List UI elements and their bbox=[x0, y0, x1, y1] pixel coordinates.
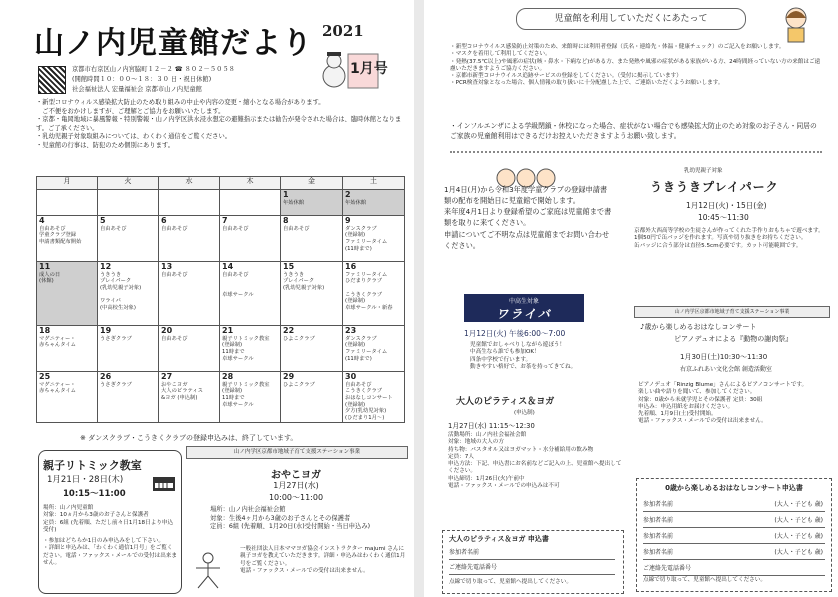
calendar-day bbox=[159, 372, 220, 423]
calendar-day bbox=[281, 372, 343, 423]
concert-line: ピアノデュオ「Rinzig Blume」さんによるピアノコンサートです。 bbox=[638, 382, 808, 388]
rhythmic-title: 親子リトミック教室 bbox=[43, 459, 142, 472]
calendar-header: 木 bbox=[220, 177, 281, 190]
pilates-form-name-row[interactable] bbox=[449, 547, 615, 560]
notice-item: ご不便をおかけしますが、ご理解とご協力をお願いいたします。 bbox=[36, 107, 225, 115]
calendar-day bbox=[98, 326, 159, 372]
pilates-form-row-label: 参加者名前 bbox=[449, 549, 480, 556]
day-number: 9 bbox=[345, 216, 351, 225]
day-events: 自由あそび bbox=[222, 225, 249, 232]
pilates-line: 対象：地域の大人の方 bbox=[448, 439, 504, 446]
rhythmic-line: ・参加はどちらか1日のみ申込みをして下さい。 bbox=[43, 538, 165, 545]
day-events: うきうき プレイパーク (乳幼児親子対象) ワライバ (中高校生対象) bbox=[100, 271, 142, 311]
pilates-title: 大人のピラティス＆ヨガ bbox=[456, 397, 555, 407]
pilates-form-phone-row[interactable] bbox=[449, 562, 615, 575]
day-number: 8 bbox=[283, 216, 289, 225]
day-number: 26 bbox=[100, 372, 112, 381]
notice-item: ・乳幼児親子対象取組みについては、わくわく通信をご覧ください。 bbox=[36, 133, 232, 140]
hours-line: (開館時間１０：００～１８：３０ 日・祝日休館) bbox=[72, 76, 212, 83]
calendar-day bbox=[98, 372, 159, 423]
rule-item: ・新型コロナウイルス感染防止対策のため、来館時には利用者登録（氏名・連絡先・体温・健康チェック）のご記入をお願いします。 bbox=[450, 44, 785, 50]
ukiuki-line: 缶バッジに合う部分は直径5.5cm必要です。カット可能範囲です。 bbox=[634, 242, 802, 249]
day-number: 16 bbox=[345, 262, 357, 271]
notice-item: ・新型コロナウィルス感染拡大防止のため取り組みの中止や内容の変更・縮小となる場合があります。 bbox=[36, 99, 325, 106]
concert-form-row-suffix: (大人・子ども 歳) bbox=[774, 549, 823, 556]
calendar-day bbox=[220, 372, 281, 423]
pilates-line: 申込方法：下記、申込書にお名前などご記入の上、児童館へ提出してください。 bbox=[448, 461, 622, 475]
pilates-form-footer: 点線で切り取って、児童館へ提出してください。 bbox=[449, 579, 572, 585]
notice-item: ・京都・亀岡地域に暴風警報・特別警報・山ノ内学区洪水浸水想定の避難指示または勧告が発令された場合は、臨時休館となります。ご了承ください。 bbox=[36, 116, 402, 132]
year-label: 2021 bbox=[322, 22, 364, 40]
concert-form-row-label: ご連絡先電話番号 bbox=[643, 565, 692, 572]
calendar-day bbox=[343, 372, 405, 423]
right-page bbox=[424, 0, 838, 597]
concert-line: 申込み：申込用紙をお届けください。 bbox=[638, 403, 734, 410]
concert-form-row-label: 参加者名前 bbox=[643, 501, 674, 508]
ukiuki-tag: 乳幼児親子対象 bbox=[684, 168, 723, 174]
yoga-date: 1月27日(水) bbox=[273, 481, 319, 490]
usage-heading: 児童館を利用していただくにあたって bbox=[516, 8, 746, 30]
pilates-line: 活動場所：山ノ内社会福祉会館 bbox=[448, 432, 527, 438]
day-number: 23 bbox=[345, 326, 357, 335]
calendar-day bbox=[343, 216, 405, 262]
day-number: 28 bbox=[222, 372, 234, 381]
yoga-line: 対象：生後4ヶ月から3歳のお子さんとその保護者 bbox=[210, 514, 351, 522]
ukiuki-line: 1個50円で缶バッジを作れます。写真や切り抜きをお持ちください。 bbox=[634, 235, 807, 242]
waraiba-line: 動きやすい格好で、お茶を持ってきてね。 bbox=[470, 363, 577, 370]
waraiba-line: 中高生なら誰でも参加OK！ bbox=[470, 349, 540, 356]
day-events: 自由あそび 卓球サークル bbox=[222, 271, 254, 298]
pilates-line: 申込締切：1月26日(火)午前中 bbox=[448, 475, 525, 482]
flu-notice: ・インフルエンザによる学級閉鎖・休校になった場合、症状がない場合でも感染拡大防止のため対象のお子さん・同居のご家族の児童館利用はできるだけお控えいただきますようお願い致します。 bbox=[450, 122, 817, 140]
waraiba-date: 1月12日(火) 午後6:00～7:00 bbox=[464, 329, 566, 338]
day-number: 12 bbox=[100, 262, 112, 271]
day-events: 自由あそび bbox=[100, 225, 127, 232]
day-number: 18 bbox=[39, 326, 51, 335]
yoga-title: おやこヨガ bbox=[271, 470, 321, 481]
concert-line: 電話・ファックス・メールでの受付は出来ません。 bbox=[638, 418, 767, 425]
calendar-day bbox=[159, 262, 220, 326]
concert-form-row[interactable] bbox=[643, 499, 825, 512]
day-number: 22 bbox=[283, 326, 295, 335]
day-events: 自由あそび bbox=[161, 271, 188, 278]
concert-form-row-label: 参加者名前 bbox=[643, 533, 674, 540]
ukiuki-date: 1月12日(火)・15日(金) bbox=[686, 201, 767, 210]
day-events: うきうき プレイパーク (乳幼児親子対象) bbox=[283, 271, 325, 292]
concert-form-row[interactable] bbox=[643, 563, 825, 576]
calendar-week bbox=[37, 216, 405, 262]
calendar-header: 月 bbox=[37, 177, 98, 190]
calendar-day bbox=[220, 190, 281, 216]
day-events: 親子リトミック教室 (登録制) 11時まで 卓球サークル bbox=[222, 381, 270, 408]
concert-form-footer: 点線で切り取って、児童館へ提出してください。 bbox=[643, 577, 766, 583]
concert-form-title: 0歳から楽しめるおはなしコンサート申込書 bbox=[665, 484, 803, 492]
concert-place: 右京ふれあい文化会館 創造活動室 bbox=[680, 366, 772, 373]
day-events: 自由あそび bbox=[161, 225, 188, 232]
day-events: ファミリータイム ひだまりクラブ こうきくクラブ (登録制) 卓球サークル・新春 bbox=[345, 271, 393, 311]
pilates-line: 持ち物：バスタオル又はヨガマット・水分補給用の飲み物 bbox=[448, 446, 594, 453]
pilates-form-title: 大人のピラティス＆ヨガ 申込書 bbox=[449, 535, 549, 543]
concert-form-rows bbox=[643, 499, 825, 579]
calendar-week bbox=[37, 190, 405, 216]
day-events: うさぎクラブ bbox=[100, 335, 132, 342]
calendar-day bbox=[281, 216, 343, 262]
calendar-header: 金 bbox=[281, 177, 343, 190]
event-calendar bbox=[36, 176, 405, 423]
newsletter-title: 山ノ内児童館だより bbox=[34, 26, 313, 61]
concert-form-row[interactable] bbox=[643, 515, 825, 528]
calendar-day bbox=[98, 190, 159, 216]
calendar-header: 水 bbox=[159, 177, 220, 190]
yoga-line: 電話・ファックス・メールでの受付は出来ません。 bbox=[240, 567, 369, 574]
day-events: 自由あそび bbox=[283, 225, 310, 232]
yoga-line: 一般社団法人日本ママヨガ協会インストラクター majumi さんに親子ヨガを教えていただきます。詳細・申込みはわくわく通信1月号をご覧ください。 bbox=[240, 546, 406, 567]
rule-item: ・PCR検査対象となった場合、個人情報の取り扱いに十分配慮した上で、ご連絡いただくようお願いします。 bbox=[450, 80, 724, 87]
day-number: 25 bbox=[39, 372, 51, 381]
club-intro-line: 申請についてご不明な点は児童館までお問い合わせください。 bbox=[444, 229, 610, 250]
rhythmic-line: 定員：6組 (先着順、ただし前々日1月18日より申込受付) bbox=[43, 519, 174, 533]
day-number: 14 bbox=[222, 262, 234, 271]
waraiba-line: 四条中学校で行います。 bbox=[470, 356, 532, 363]
pilates-date: 1月27日(水) 11:15～12:30 bbox=[448, 422, 535, 430]
concert-date: 1月30日(土)10:30～11:30 bbox=[680, 353, 768, 361]
calendar-day bbox=[220, 216, 281, 262]
day-events: 親子リトミック教室 (登録制) 11時まで 卓球サークル bbox=[222, 335, 270, 362]
calendar-day bbox=[37, 190, 98, 216]
rule-item: ・マスクを着用して利用してください。 bbox=[450, 51, 551, 58]
club-intro bbox=[444, 184, 614, 251]
ukiuki-line: 京都外大西高等学校の生徒さんが作ってくれた手作りおもちゃで遊べます。 bbox=[634, 228, 824, 234]
concert-line: 先着順、1月9日(土)受付開始。 bbox=[638, 411, 717, 418]
waraiba-title: ワライバ bbox=[496, 307, 552, 321]
calendar-day bbox=[281, 262, 343, 326]
rhythmic-line: 場所：山ノ内児童館 bbox=[43, 505, 94, 511]
calendar-day bbox=[343, 262, 405, 326]
concert-title-2: ピアノデュオによる『動物の謝肉祭』 bbox=[674, 335, 793, 343]
rhythmic-line: 対象：10ヵ月から3歳のお子さんと保護者 bbox=[43, 512, 149, 519]
day-events: 年始休館 bbox=[283, 199, 305, 206]
pilates-form-row-label: ご連絡先電話番号 bbox=[449, 564, 498, 571]
rhythmic-line: ・詳細と申込みは、「わくわく通信1月号」をご覧ください。電話・ファックス・メールでの受付は出来ません。 bbox=[43, 545, 177, 566]
day-number: 4 bbox=[39, 216, 45, 225]
day-number: 1 bbox=[283, 190, 289, 199]
calendar-header: 土 bbox=[343, 177, 405, 190]
pilates-sub: (申込制) bbox=[514, 410, 535, 416]
concert-form-row[interactable] bbox=[643, 531, 825, 544]
day-events: 自由あそび こうきくクラブ おはなしコンサート (登録制) 夕方(乳幼児対象) (ひだまり1月～) bbox=[345, 381, 393, 421]
day-number: 30 bbox=[345, 372, 357, 381]
concert-form-row-suffix: (大人・子ども 歳) bbox=[774, 517, 823, 524]
yoga-banner: 山ノ内学区京都市地域子育て支援ステーション事業 bbox=[186, 446, 408, 459]
pilates-line: 電話・ファックス・メールでの申込みは不可 bbox=[448, 482, 560, 489]
notice-item: ・児童館の行事は、防犯のため個別にあります。 bbox=[36, 141, 175, 149]
piano-icon bbox=[151, 469, 177, 495]
day-events: 自由あそび bbox=[161, 335, 188, 342]
yoga-time: 10:00～11:00 bbox=[268, 493, 324, 502]
rule-item: ・京都市新型コロナウイルス追跡サービスの登録をしてください。（受付に掲示しています） bbox=[450, 73, 682, 80]
qr-code bbox=[38, 66, 66, 94]
calendar-day bbox=[343, 190, 405, 216]
calendar-day bbox=[159, 326, 220, 372]
ukiuki-playpark-box bbox=[624, 166, 830, 302]
concert-line: 対象：0歳から未就学児とその保護者 定員：30組 bbox=[638, 396, 763, 403]
ukiuki-title: うきうきプレイパーク bbox=[650, 180, 779, 194]
yoga-line: 定員：6組 (先着順、1月20日(水)受付開始・当日申込み) bbox=[210, 523, 371, 530]
day-events: マグニティー・ 赤ちゃんタイム bbox=[39, 381, 76, 395]
pilates-box bbox=[444, 394, 624, 528]
waraiba-box bbox=[444, 294, 620, 396]
girl-icon bbox=[774, 4, 818, 44]
day-events: ひよこクラブ bbox=[283, 335, 315, 342]
parent-yoga-box bbox=[186, 446, 408, 594]
concert-line: 楽しい曲や語りを聞いて、参加してください。 bbox=[638, 389, 756, 396]
calendar-day bbox=[220, 326, 281, 372]
concert-banner: 山ノ内学区京都市地域子育て支援ステーション事業 bbox=[634, 306, 830, 318]
calendar-week bbox=[37, 372, 405, 423]
calendar-day bbox=[37, 326, 98, 372]
day-events: ダンスクラブ (登録制) ファミリータイム (11時まで) bbox=[345, 335, 388, 362]
concert-form-row-suffix: (大人・子ども 歳) bbox=[774, 501, 823, 508]
concert-application-form bbox=[636, 478, 832, 592]
day-events: 成人の日 (休館) bbox=[39, 271, 61, 285]
concert-form-row-label: 参加者名前 bbox=[643, 549, 674, 556]
pilates-application-form bbox=[442, 530, 624, 594]
day-events: おやこヨガ 大人のピラティス &ヨガ (申込制) bbox=[161, 381, 203, 402]
yoga-figure-icon bbox=[186, 550, 230, 590]
left-page bbox=[0, 0, 414, 597]
calendar-header: 火 bbox=[98, 177, 159, 190]
concert-form-row-suffix: (大人・子ども 歳) bbox=[774, 533, 823, 540]
calendar-day bbox=[37, 216, 98, 262]
calendar-day bbox=[98, 262, 159, 326]
month-label: 1月号 bbox=[350, 61, 388, 77]
concert-title-1: ♪歳から楽しめるおはなしコンサート bbox=[640, 323, 757, 331]
day-number: 20 bbox=[161, 326, 173, 335]
club-intro-line: 来年度4月1日より登録希望のご家庭は児童館まで書類を取りに来てください。 bbox=[444, 207, 612, 228]
day-events: 自由あそび 学童クラブ登録 申請書類配布開始 bbox=[39, 225, 82, 246]
day-number: 2 bbox=[345, 190, 351, 199]
calendar-note: ※ ダンスクラブ・こうきくクラブの登録申込みは、終了しています。 bbox=[80, 434, 298, 442]
calendar-week bbox=[37, 326, 405, 372]
day-number: 7 bbox=[222, 216, 228, 225]
calendar-day bbox=[220, 262, 281, 326]
day-number: 27 bbox=[161, 372, 173, 381]
day-number: 29 bbox=[283, 372, 295, 381]
rhythmic-class-box bbox=[38, 450, 182, 594]
day-number: 6 bbox=[161, 216, 167, 225]
waraiba-sub: 中高生対象 bbox=[508, 298, 539, 305]
calendar-day bbox=[37, 262, 98, 326]
rhythmic-time: 10:15～11:00 bbox=[63, 489, 126, 499]
address-line: 京都市右京区山ノ内宮脇町１２－２ ☎ ８０２－５０５８ bbox=[72, 66, 235, 73]
day-number: 19 bbox=[100, 326, 112, 335]
day-number: 11 bbox=[39, 262, 51, 271]
rule-item: ・発熱(37.5℃以上)や風邪の症状(咳・鼻水・下痢など)がある方、また発熱や風邪の症状がある家族がいる方、24時間経っていない方の来館はご遠慮いただきますようご協力ください。 bbox=[450, 58, 821, 72]
club-intro-line: 1月4日(月)から令和3年度学童クラブの登録申請書類の配布を開始日に児童館で開始します。 bbox=[444, 185, 608, 206]
day-number: 21 bbox=[222, 326, 234, 335]
calendar-body bbox=[37, 190, 405, 423]
day-number: 15 bbox=[283, 262, 295, 271]
calendar-day bbox=[343, 326, 405, 372]
calendar-day bbox=[98, 216, 159, 262]
concert-form-row[interactable] bbox=[643, 547, 825, 560]
pilates-line: 定員：7人 bbox=[448, 453, 474, 460]
calendar-day bbox=[37, 372, 98, 423]
yoga-line: 場所：山ノ内社会福祉会館 bbox=[210, 506, 286, 513]
day-events: うさぎクラブ bbox=[100, 381, 132, 388]
usage-rules bbox=[450, 44, 822, 88]
calendar-day bbox=[159, 216, 220, 262]
calendar-day bbox=[159, 190, 220, 216]
concert-form-row-label: 参加者名前 bbox=[643, 517, 674, 524]
day-number: 13 bbox=[161, 262, 173, 271]
rhythmic-dates: 1月21日・28日(木) bbox=[47, 475, 124, 485]
concert-box bbox=[634, 306, 830, 472]
calendar-day bbox=[281, 326, 343, 372]
snowflake-divider bbox=[450, 151, 822, 157]
notice-list bbox=[36, 99, 406, 150]
day-events: 年始休館 bbox=[345, 199, 367, 206]
waraiba-line: 児童館でおしゃべりしながら遊ぼう！ bbox=[470, 342, 566, 348]
day-events: ひよこクラブ bbox=[283, 381, 315, 388]
calendar-day bbox=[281, 190, 343, 216]
org-line: 社会福祉法人 宏量福祉会 京都市山ノ内児童館 bbox=[72, 86, 202, 93]
calendar-week bbox=[37, 262, 405, 326]
day-events: マグニティー・ 赤ちゃんタイム bbox=[39, 335, 76, 349]
ukiuki-time: 10:45～11:30 bbox=[698, 213, 749, 222]
waraiba-banner bbox=[464, 294, 584, 322]
day-number: 5 bbox=[100, 216, 106, 225]
day-events: ダンスクラブ (登録制) ファミリータイム (11時まで) bbox=[345, 225, 388, 252]
